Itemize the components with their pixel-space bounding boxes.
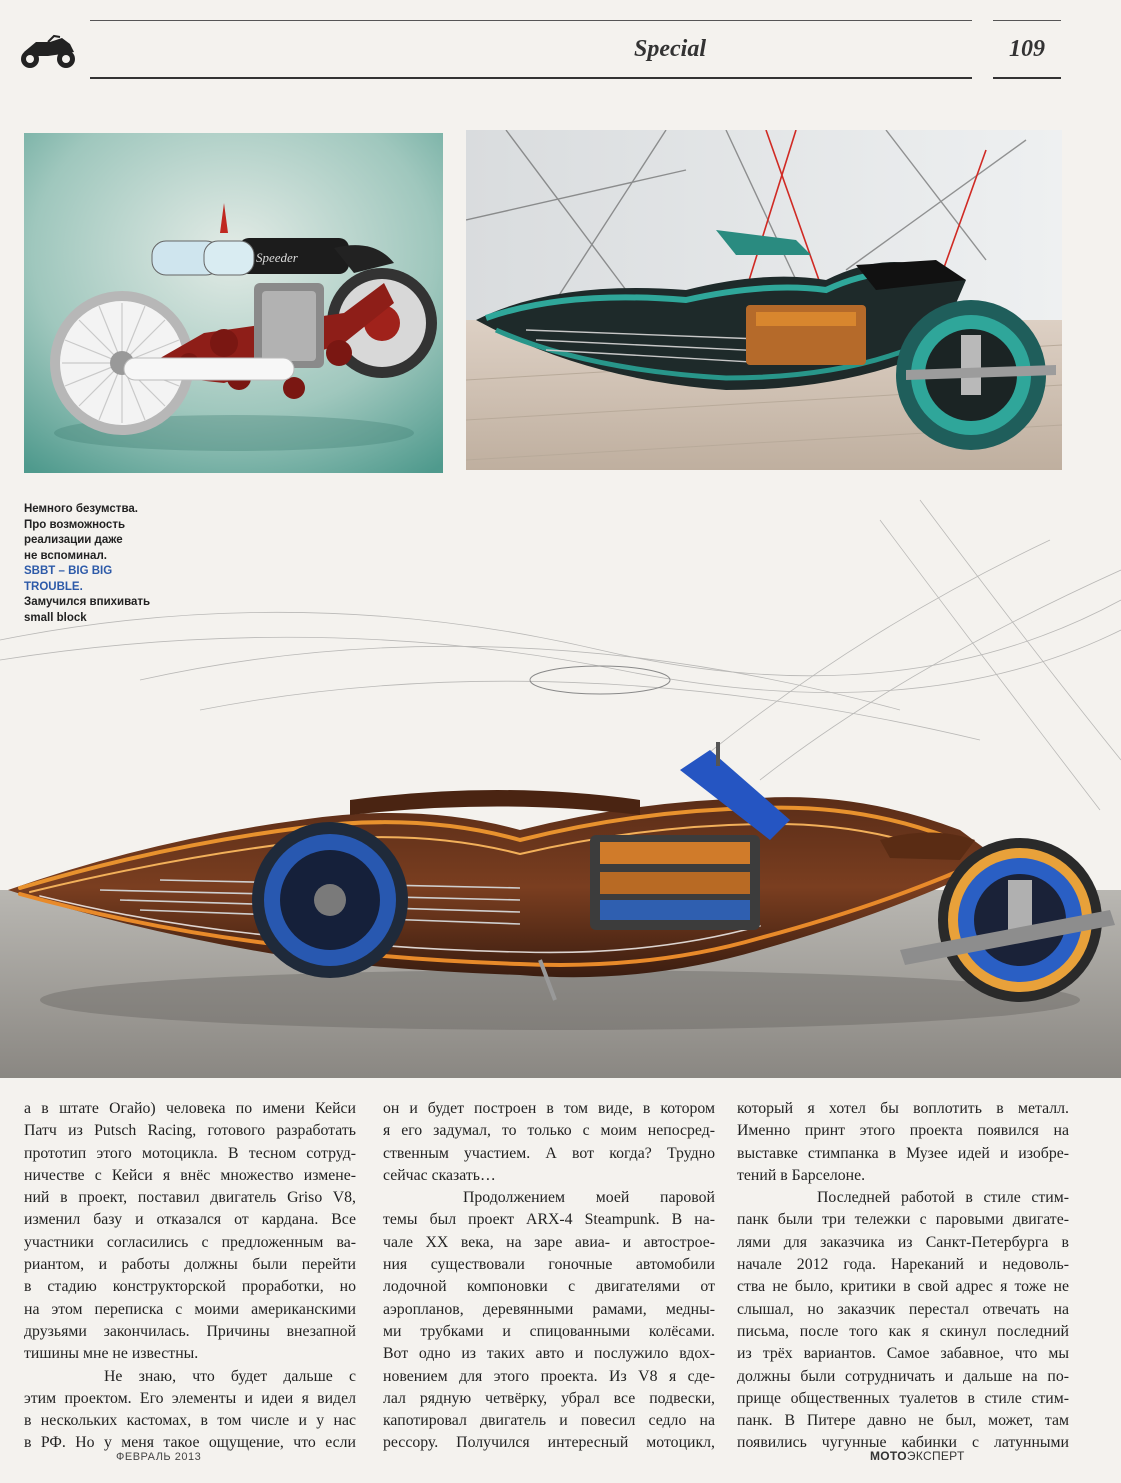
- text-line: я его задумал, то только с моим непосред-: [383, 1122, 715, 1140]
- page-number: 109: [1009, 36, 1045, 62]
- text-line: в стадию конструкторской проработки, но: [24, 1278, 356, 1296]
- text-line: Не знаю, что будет дальше с: [104, 1367, 356, 1385]
- text-line: выставке стимпанка в Музее идей и изобре-: [737, 1144, 1069, 1162]
- header-bottom-rule: [90, 77, 972, 79]
- text-line: рессору. Получился интересный мотоцикл,: [383, 1434, 715, 1452]
- text-line: который я хотел бы воплотить в металл.: [737, 1100, 1069, 1117]
- text-line: начале 2012 года. Нареканий и недоволь-: [737, 1256, 1069, 1274]
- text-line: ния существовали гоночные автомобили: [383, 1256, 715, 1274]
- caption-line: Немного безумства.: [24, 503, 138, 515]
- text-line: чале XX века, на заре авиа- и автострое-: [383, 1233, 715, 1251]
- page-header: [0, 0, 1121, 90]
- caption-line: small block: [24, 611, 87, 624]
- text-line: лодочной компоновки с двигателями от: [383, 1278, 715, 1296]
- text-line: появились чугунные кабинки с латунными: [737, 1434, 1069, 1452]
- motorcycle-icon: [18, 34, 78, 70]
- text-line: лал рядную четвёрку, убрал все подвески,: [383, 1389, 715, 1407]
- text-line: новением для этого проекта. Из V8 я сде-: [383, 1367, 715, 1385]
- header-number-bottom-rule: [993, 77, 1061, 79]
- text-line: друзьями закончилась. Причины внезапной: [24, 1322, 356, 1340]
- header-top-rule: [90, 20, 972, 21]
- text-line: сейчас сказать…: [383, 1166, 496, 1184]
- text-line: Патч из Putsch Racing, готового разработать: [24, 1122, 356, 1140]
- text-column-1: [24, 1098, 356, 1455]
- text-line: панк были три тележки с паровыми двигате-: [737, 1211, 1069, 1229]
- text-line: тишины мне не известны.: [24, 1345, 199, 1363]
- text-line: Продолжением моей паровой: [463, 1189, 715, 1207]
- caption-line: Замучился впихивать: [24, 596, 151, 608]
- footer-issue-date: ФЕВРАЛЬ 2013: [116, 1451, 202, 1463]
- text-line: на этом переписка с моими американскими: [24, 1300, 356, 1318]
- text-line: тений в Барселоне.: [737, 1166, 866, 1184]
- text-line: лями для заказчика из Санкт-Петербурга в: [737, 1233, 1069, 1251]
- text-line: а в штате Огайо) человека по имени Кейси: [24, 1100, 356, 1117]
- text-line: ственным участием. А вот когда? Трудно: [383, 1144, 715, 1162]
- article-body: [24, 1098, 1074, 1452]
- text-line: этим проектом. Его элементы и идеи я видел: [24, 1389, 356, 1407]
- text-column-2: [383, 1098, 715, 1455]
- caption-highlight: SBBT – BIG BIG TROUBLE.: [24, 565, 113, 593]
- text-line: письма, после того как я скинул последний: [737, 1322, 1069, 1340]
- text-line: темы был проект ARX-4 Steampunk. В на-: [383, 1211, 715, 1229]
- text-line: ний в проект, поставил двигатель Griso V8,: [24, 1189, 356, 1207]
- text-line: изменил базу и отказался от кардана. Все: [24, 1211, 356, 1229]
- text-line: панк. В Питере давно не был, может, там: [737, 1412, 1069, 1430]
- text-line: в нескольких кастомах, в том числе и у нас: [24, 1412, 356, 1430]
- text-line: Вот одно из таких авто и послужило вдох-: [383, 1345, 715, 1363]
- text-line: в РФ. Но у меня такое ощущение, что если: [24, 1434, 356, 1452]
- header-number-top-rule: [993, 20, 1061, 21]
- text-line: прототип этого мотоцикла. В тесном сотруд-: [24, 1144, 356, 1162]
- brand-light: ЭКСПЕРТ: [906, 1449, 965, 1463]
- text-line: Именно принт этого проекта появился на: [737, 1122, 1069, 1140]
- caption-line: не вспоминал.: [24, 549, 107, 562]
- text-line: он и будет построен в том виде, в котором: [383, 1100, 715, 1117]
- text-column-3: [737, 1098, 1069, 1455]
- photo-speeder-bike: [24, 133, 443, 473]
- text-line: риантом, и работы должны были перейти: [24, 1256, 356, 1274]
- caption-line: Про возможность: [24, 518, 126, 531]
- text-line: участники согласились с предложенным ва-: [24, 1233, 356, 1251]
- brand-bold: МОТО: [870, 1449, 907, 1463]
- text-line: ства не было, критики в свой адрес я тоже не: [737, 1278, 1069, 1296]
- tank-label: Speeder: [256, 250, 298, 265]
- photo-caption: [24, 502, 174, 626]
- photo-green-bike: [466, 130, 1062, 470]
- text-line: капотировал двигатель и повесил седло на: [383, 1412, 715, 1430]
- text-line: из трёх вариантов. Самое забавное, что мы: [737, 1345, 1069, 1363]
- caption-line: реализации даже: [24, 534, 123, 546]
- text-line: Последней работой в стиле стим-: [817, 1189, 1069, 1207]
- text-line: ничестве с Кейси я внёс множество измене-: [24, 1166, 356, 1184]
- footer-magazine-brand: [870, 1449, 965, 1463]
- section-title: Special: [634, 36, 706, 62]
- text-line: ми трубками и спицованными колёсами.: [383, 1322, 715, 1340]
- text-line: слышал, но заказчик перестал отвечать на: [737, 1300, 1069, 1318]
- text-line: прище общественных туалетов в стиле стим-: [737, 1389, 1069, 1407]
- text-line: аэропланов, деревянными рамами, медны-: [383, 1300, 715, 1318]
- text-line: должны были сотрудничать и дальше на по-: [737, 1367, 1069, 1385]
